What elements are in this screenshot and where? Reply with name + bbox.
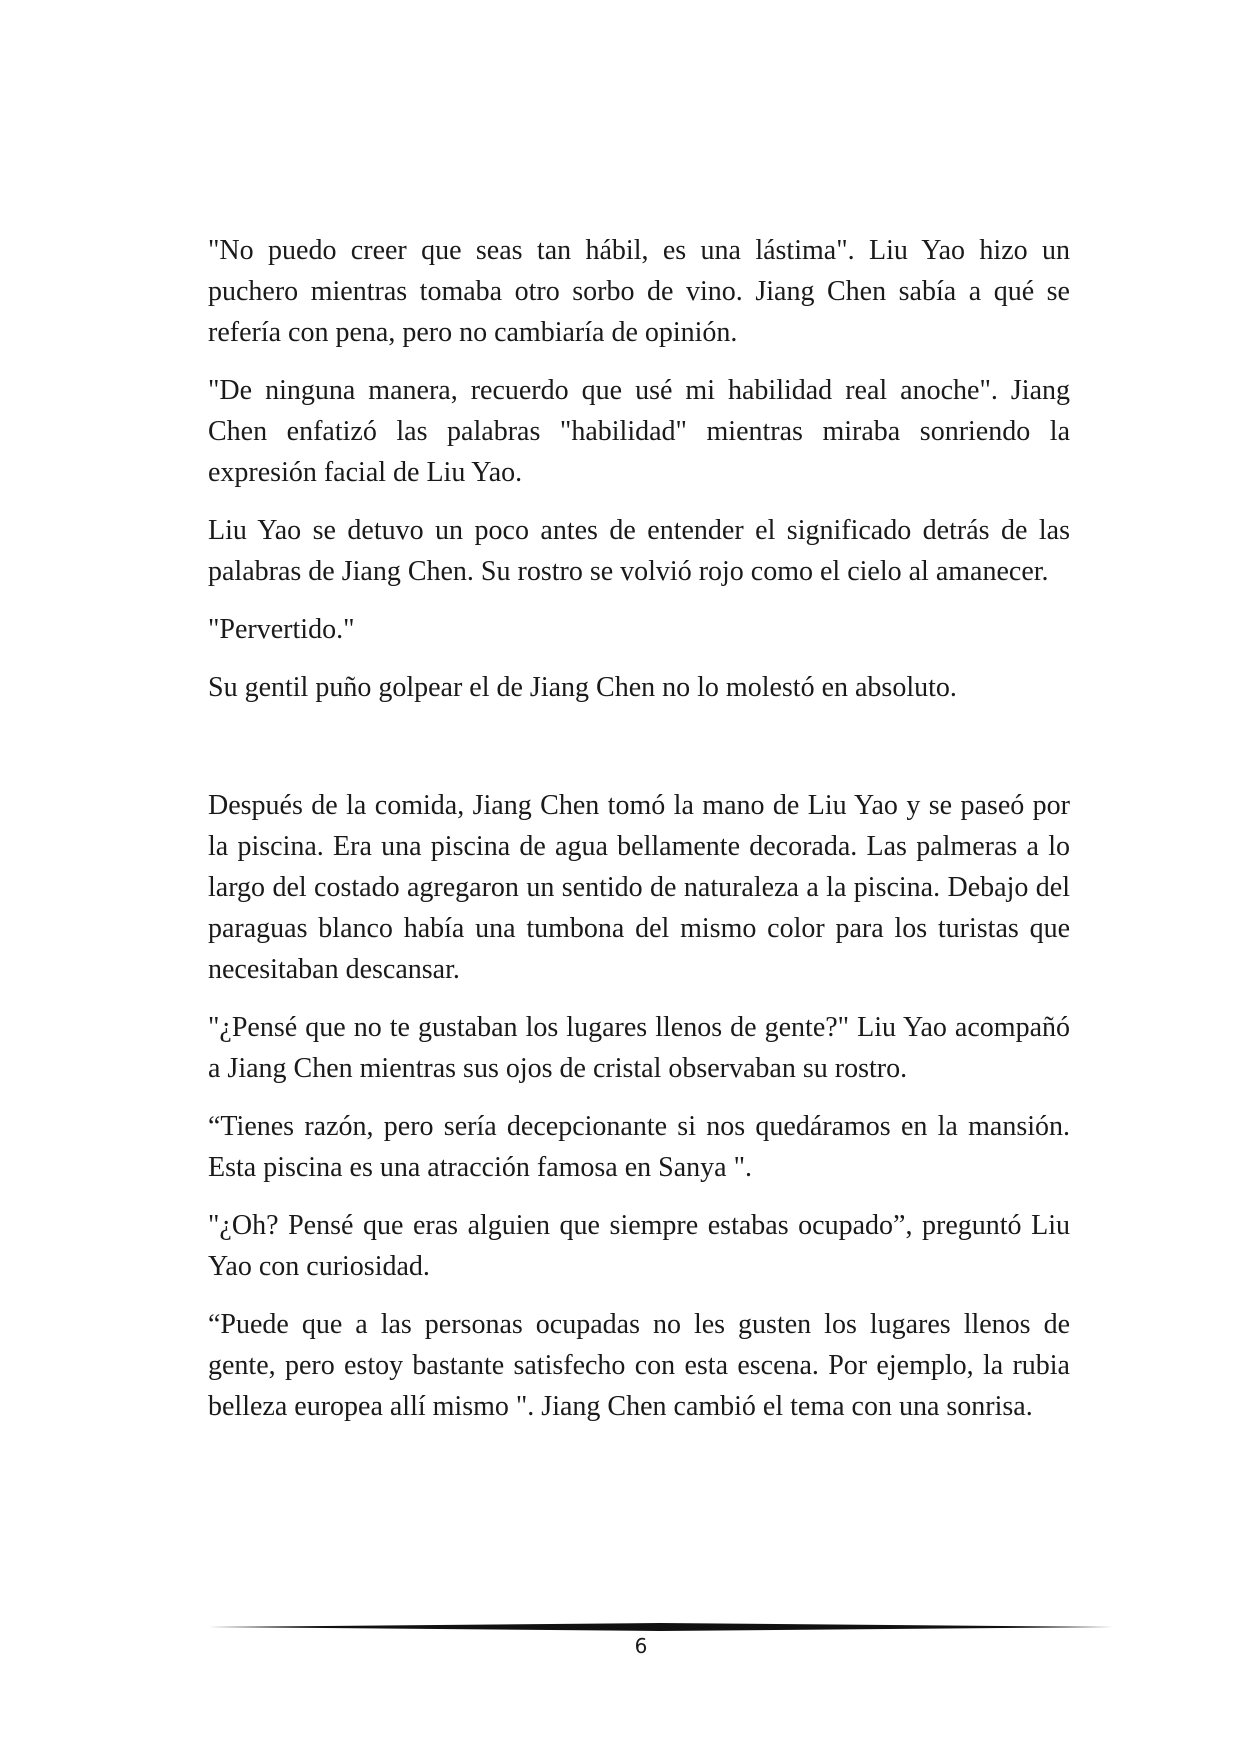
paragraph: "¿Pensé que no te gustaban los lugares llenos de gente?" Liu Yao acompañó a Jiang Chen mientras sus ojos de cristal observaban su rostro. xyxy=(208,1012,1070,1084)
paragraph: “Puede que a las personas ocupadas no les gusten los lugares llenos de gente, pero estoy bastante satisfecho con esta escena. Por ejemplo, la rubia belleza europea allí mismo ". Jiang Chen cambió el tema con una sonrisa. xyxy=(208,1309,1070,1422)
footer-rule xyxy=(208,1622,1113,1632)
paragraph: "No puedo creer que seas tan hábil, es una lástima". Liu Yao hizo un puchero mientras tomaba otro sorbo de vino. Jiang Chen sabía a qué se refería con pena, pero no cambiaría de opinión. xyxy=(208,235,1070,348)
paragraph: "Pervertido." xyxy=(208,614,355,645)
paragraph: Después de la comida, Jiang Chen tomó la mano de Liu Yao y se paseó por la piscina. Era una piscina de agua bellamente decorada. Las palmeras a lo largo del costado agregaron un sentido de naturaleza a la piscina. Debajo del paraguas blanco había una tumbona del mismo color para los turistas que necesitaban descansar. xyxy=(208,790,1070,985)
paragraph: Liu Yao se detuvo un poco antes de entender el significado detrás de las palabras de Jiang Chen. Su rostro se volvió rojo como el cielo al amanecer. xyxy=(208,515,1070,587)
paragraph: Su gentil puño golpear el de Jiang Chen no lo molestó en absoluto. xyxy=(208,672,957,703)
paragraph: "De ninguna manera, recuerdo que usé mi habilidad real anoche". Jiang Chen enfatizó las palabras "habilidad" mientras miraba sonriendo la expresión facial de Liu Yao. xyxy=(208,375,1070,488)
paragraph: “Tienes razón, pero sería decepcionante si nos quedáramos en la mansión. Esta piscina es una atracción famosa en Sanya ". xyxy=(208,1111,1070,1183)
page-number: 6 xyxy=(634,1634,648,1658)
paragraph: "¿Oh? Pensé que eras alguien que siempre estabas ocupado”, preguntó Liu Yao con curiosidad. xyxy=(208,1210,1070,1282)
page-body xyxy=(208,230,1070,1427)
